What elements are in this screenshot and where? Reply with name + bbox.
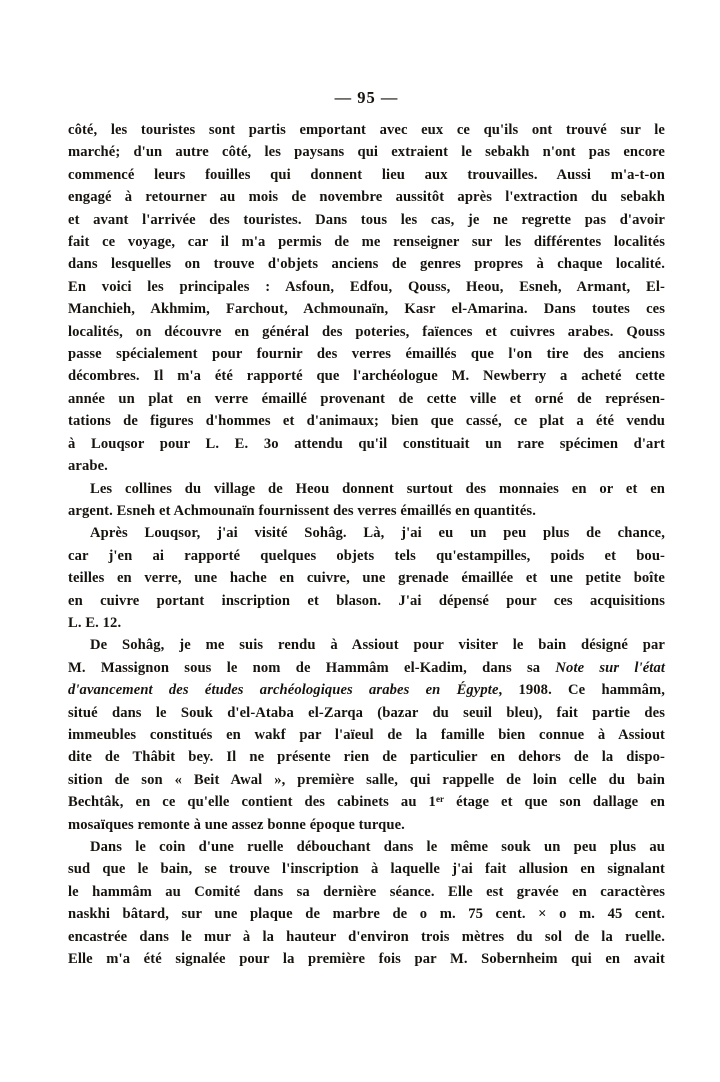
text-segment: En voici les principales : Asfoun, Edfou, Qouss, Heou, Esneh, Armant, El- [68,278,665,295]
text-segment: dite de Thâbit bey. Il ne présente rien de particulier en dehors de la dispo- [68,749,665,766]
text-segment: le hammâm au Comité dans sa dernière séance. Elle est gravée en caractères [68,883,665,900]
text-segment: Manchieh, Akhmim, Farchout, Achmounaïn, Kasr el-Amarina. Dans toutes ces [68,301,665,318]
text-line [68,724,665,746]
text-line [68,903,665,925]
text-segment: décombres. Il m'a été rapporté que l'archéologue M. Newberry a acheté cette [68,368,665,385]
text-line [68,500,665,522]
text-line [68,791,665,813]
text-segment: M. Massignon sous le nom de Hammâm el-Kadim, dans sa [68,659,556,676]
text-segment: étage et que son dallage en [444,794,665,811]
text-line [68,365,665,387]
text-line [68,858,665,880]
text-segment: Après Louqsor, j'ai visité Sohâg. Là, j'ai eu un peu plus de chance, [90,525,665,542]
text-segment: commencé leurs fouilles qui donnent lieu aux trouvailles. Aussi m'a-t-on [68,166,665,183]
text-segment: Note sur l'état [555,659,665,676]
text-line [68,141,665,163]
text-segment: dans lesquelles on trouve d'objets anciens de genres propres à chaque localité. [68,256,665,273]
text-segment: localités, on découvre en général des poteries, faïences et cuivres arabes. Qouss [68,323,665,340]
text-line [68,881,665,903]
text-line [68,253,665,275]
text-line [68,231,665,253]
text-line [68,209,665,231]
text-line [68,836,665,858]
text-segment: engagé à retourner au mois de novembre aussitôt après l'extraction du sebakh [68,189,665,206]
text-segment: argent. Esneh et Achmounaïn fournissent des verres émaillés en quantités. [68,502,536,519]
text-segment: à Louqsor pour L. E. 3o attendu qu'il constituait un rare spécimen d'art [68,435,665,452]
text-segment: De Sohâg, je me suis rendu à Assiout pour visiter le bain désigné par [90,637,665,654]
text-segment: teilles en verre, une hache en cuivre, une grenade émaillée et une petite boîte [68,570,665,587]
page-text [68,119,665,970]
text-segment: sition de son « Beit Awal », première salle, qui rappelle de loin celle du bain [68,771,665,788]
text-segment: situé dans le Souk d'el-Ataba el-Zarqa (bazar du seuil bleu), fait partie des [68,704,665,721]
text-segment: er [435,794,445,805]
text-segment: passe spécialement pour fournir des verres émaillés que l'on tire des anciens [68,346,665,363]
text-line [68,522,665,544]
text-line [68,388,665,410]
text-segment: car j'en ai rapporté quelques objets tels qu'estampilles, poids et bou- [68,547,665,564]
text-segment: sud que le bain, se trouve l'inscription à laquelle j'ai fait allusion en signalant [68,861,665,878]
text-line [68,612,665,634]
text-segment: mosaïques remonte à une assez bonne époque turque. [68,816,405,833]
text-line [68,343,665,365]
text-line [68,567,665,589]
text-segment: L. E. 12. [68,614,122,631]
text-segment: et avant l'arrivée des touristes. Dans tous les cas, je ne regrette pas d'avoir [68,211,665,228]
text-segment: Dans le coin d'une ruelle débouchant dans le même souk un peu plus au [90,839,665,855]
text-segment: d'avancement des études archéologiques arabes en Égypte [68,682,499,699]
text-segment: naskhi bâtard, sur une plaque de marbre de o m. 75 cent. × o m. 45 cent. [68,906,665,923]
text-segment: année un plat en verre émaillé provenant de cette ville et orné de représen- [68,390,665,407]
text-line [68,410,665,432]
text-line [68,926,665,948]
text-segment: immeubles constitués en wakf par l'aïeul de la famille bien connue à Assiout [68,726,665,743]
text-line [68,702,665,724]
text-line [68,455,665,477]
text-line [68,478,665,500]
text-segment: Les collines du village de Heou donnent surtout des monnaies en or et en [90,480,665,497]
text-segment: arabe. [68,458,108,475]
text-line [68,321,665,343]
text-segment: encastrée dans le mur à la hauteur d'environ trois mètres du sol de la ruelle. [68,928,665,945]
page-number: — 95 — [334,88,399,107]
text-segment: , 1908. Ce hammâm, [498,682,666,699]
text-segment: marché; d'un autre côté, les paysans qui extraient le sebakh n'ont pas encore [68,144,665,161]
text-line [68,164,665,186]
text-line [68,746,665,768]
text-line [68,298,665,320]
text-segment: côté, les touristes sont partis emportant avec eux ce qu'ils ont trouvé sur le [68,122,665,138]
text-line [68,276,665,298]
text-line [68,634,665,656]
text-segment: en cuivre portant inscription et blason. J'ai dépensé pour ces acquisitions [68,592,665,609]
text-line [68,433,665,455]
text-line [68,545,665,567]
text-segment: Bechtâk, en ce qu'elle contient des cabinets au 1 [68,794,436,811]
text-line [68,769,665,791]
text-line [68,814,665,836]
text-segment: Elle m'a été signalée pour la première fois par M. Sobernheim qui en avait [68,951,665,968]
text-segment: tations de figures d'hommes et d'animaux; bien que cassé, ce plat a été vendu [68,413,665,430]
text-line [68,186,665,208]
text-segment: fait ce voyage, car il m'a permis de me renseigner sur les différentes localités [68,234,665,251]
text-line [68,590,665,612]
text-line [68,679,665,701]
text-line [68,948,665,970]
text-line [68,657,665,679]
text-line [68,119,665,141]
